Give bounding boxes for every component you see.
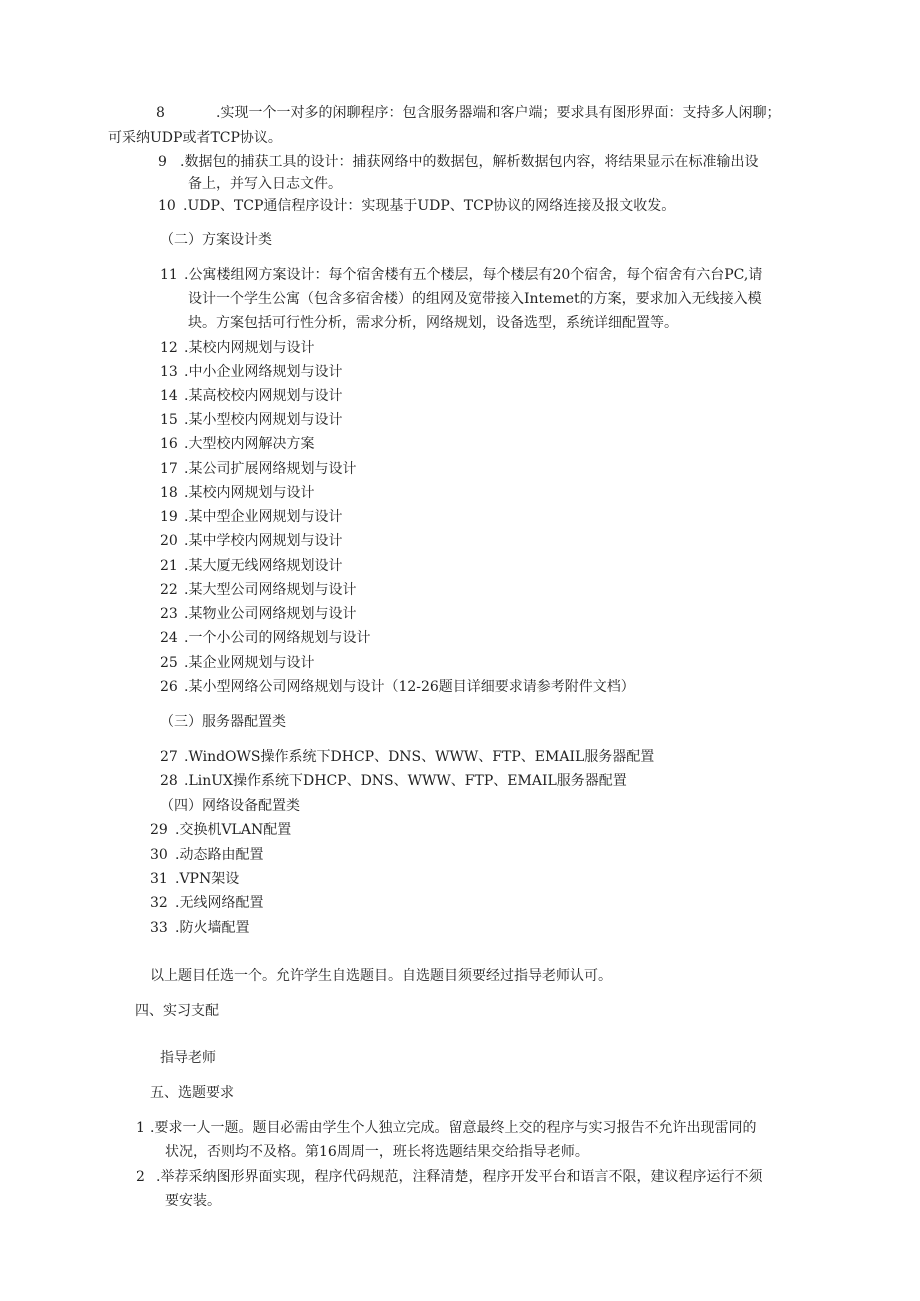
list-item-text: .VPN架设 [175,871,240,887]
item-9-text-line1: .数据包的捕获工具的设计：捕获网络中的数据包，解析数据包内容，将结果显示在标准输出设 [180,154,759,170]
item-10-text: .UDP、TCP通信程序设计：实现基于UDP、TCP协议的网络连接及报文收发。 [183,198,676,214]
list-item-text: .LinUX操作系统下DHCP、DNS、WWW、FTP、EMAIL服务器配置 [184,773,627,789]
item-9-text-line2: 备上，并写入日志文件。 [188,176,342,192]
requirement-1-text-line2: 状况，否则均不及格。第16周周一，班长将选题结果交给指导老师。 [165,1144,589,1160]
list-item-text: .某校内网规划与设计 [184,340,315,356]
item-9-number: 9 [158,154,167,170]
list-item-number: 19 [160,509,178,525]
requirement-2-number: 2 [136,1169,145,1185]
requirement-1-number: 1 [136,1120,145,1136]
heading-four: 四、实习支配 [135,1003,219,1019]
list-item-number: 18 [160,485,178,501]
list-item-number: 32 [150,895,168,911]
list-item-text: .某公司扩展网络规划与设计 [184,461,357,477]
list-item-number: 12 [160,340,178,356]
list-item-text: .大型校内网解决方案 [184,436,315,452]
list-item-text: .某小型网络公司网络规划与设计（12-26题目详细要求请参考附件文档） [184,679,635,695]
list-item-text: .动态路由配置 [175,847,264,863]
list-item-text: .防火墙配置 [175,920,250,936]
list-item-text: .某中型企业网规划与设计 [184,509,343,525]
list-item-text: .某大厦无线网络规划设计 [184,558,343,574]
section-4-heading: （四）网络设备配置类 [160,798,300,814]
list-item-text: .某高校校内网规划与设计 [184,388,343,404]
list-item-text: .某企业网规划与设计 [184,655,315,671]
list-item-text: .无线网络配置 [175,895,264,911]
list-item-number: 17 [160,461,178,477]
list-item-number: 24 [160,630,178,646]
list-item-text: .一个小公司的网络规划与设计 [184,630,371,646]
advisor-label: 指导老师 [160,1050,216,1066]
list-item-text: .某大型公司网络规划与设计 [184,582,357,598]
choice-note: 以上题目任选一个。允许学生自选题目。自选题目须要经过指导老师认可。 [150,968,612,984]
section-3-heading: （三）服务器配置类 [160,714,286,730]
heading-five: 五、选题要求 [150,1085,234,1101]
list-item-text: .中小企业网络规划与设计 [184,364,343,380]
list-item-text: .WindOWS操作系统下DHCP、DNS、WWW、FTP、EMAIL服务器配置 [184,749,655,765]
item-11-number: 11 [160,267,178,283]
item-8-text-line2: 可采纳UDP或者TCP协议。 [108,130,282,146]
requirement-1-text-line1: .要求一人一题。题目必需由学生个人独立完成。留意最终上交的程序与实习报告不允许出现雷同的 [150,1120,757,1136]
list-item-number: 31 [150,871,168,887]
list-item-number: 30 [150,847,168,863]
list-item-text: .某小型校内网规划与设计 [184,412,343,428]
list-item-text: .某中学校内网规划与设计 [184,533,343,549]
item-10-number: 10 [158,198,176,214]
list-item-number: 26 [160,679,178,695]
list-item-number: 22 [160,582,178,598]
list-item-number: 29 [150,822,168,838]
list-item-number: 23 [160,606,178,622]
list-item-number: 14 [160,388,178,404]
item-11-text-line3: 块。方案包括可行性分析，需求分析，网络规划，设备选型，系统详细配置等。 [188,315,678,331]
requirement-2-text-line1: .举荐采纳图形界面实现，程序代码规范，注释清楚，程序开发平台和语言不限，建议程序运行不须 [156,1169,763,1185]
list-item-text: .交换机VLAN配置 [175,822,292,838]
list-item-number: 15 [160,412,178,428]
requirement-2-text-line2: 要安装。 [165,1193,221,1209]
list-item-number: 25 [160,655,178,671]
item-8-text-line1: .实现一个一对多的闲聊程序：包含服务器端和客户端；要求具有图形界面：支持多人闲聊； [216,105,781,121]
list-item-number: 16 [160,436,178,452]
item-11-text-line2: 设计一个学生公寓（包含多宿舍楼）的组网及宽带接入Intemet的方案，要求加入无线接入模 [188,291,762,307]
list-item-number: 28 [160,773,178,789]
list-item-number: 21 [160,558,178,574]
list-item-number: 13 [160,364,178,380]
list-item-number: 27 [160,749,178,765]
list-item-number: 33 [150,920,168,936]
list-item-text: .某校内网规划与设计 [184,485,315,501]
list-item-text: .某物业公司网络规划与设计 [184,606,357,622]
item-11-text-line1: .公寓楼组网方案设计：每个宿舍楼有五个楼层，每个楼层有20个宿舍，每个宿舍有六台PC,请 [184,267,763,283]
item-8-number: 8 [156,105,165,121]
section-2-heading: （二）方案设计类 [160,232,272,248]
list-item-number: 20 [160,533,178,549]
